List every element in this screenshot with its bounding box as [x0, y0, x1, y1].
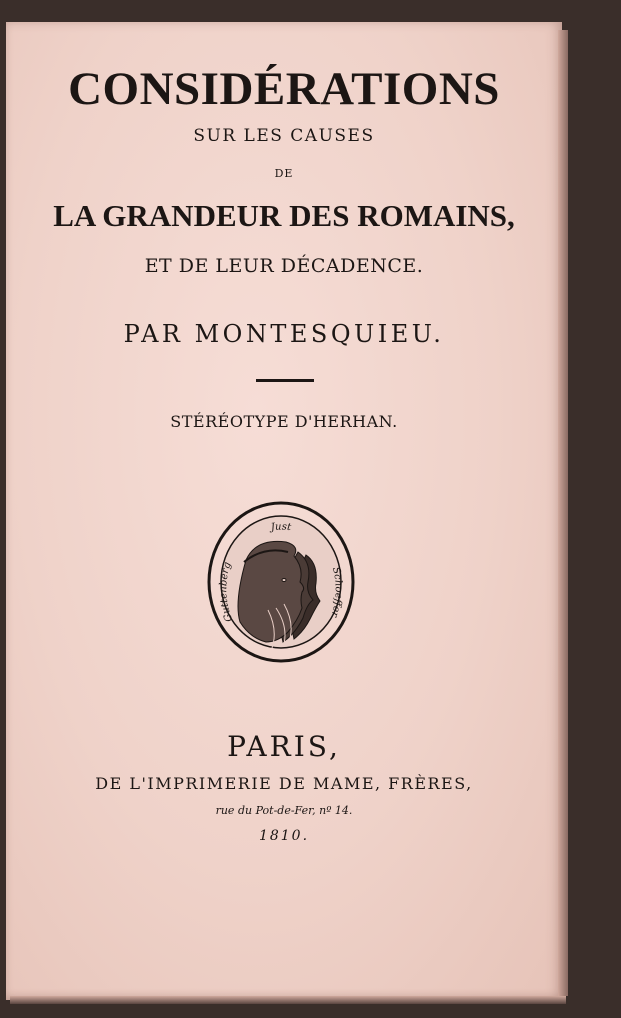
- divider-rule: [256, 379, 314, 382]
- title-page: [6, 22, 562, 1000]
- subtitle-end: ET DE LEUR DÉCADENCE.: [144, 255, 424, 277]
- main-title: CONSIDÉRATIONS: [68, 63, 500, 115]
- subtitle-main: LA GRANDEUR DES ROMAINS,: [53, 198, 515, 233]
- edition-line: STÉRÉOTYPE D'HERHAN.: [170, 412, 398, 431]
- author-line: PAR MONTESQUIEU.: [123, 320, 445, 348]
- medallion-top-name: Just: [270, 521, 292, 534]
- medallion-right-name: Schoeffer: [328, 565, 344, 619]
- imprint-city: PARIS,: [227, 730, 341, 763]
- subtitle-connector: DE: [274, 167, 294, 180]
- page-edge-right: [558, 30, 568, 996]
- imprint-address: rue du Pot-de-Fer, nº 14.: [215, 804, 353, 817]
- subtitle-line: SUR LES CAUSES: [193, 126, 375, 146]
- page-edge-bottom: [10, 996, 566, 1004]
- printers-medallion-emblem: [206, 500, 356, 665]
- imprint-printer: DE L'IMPRIMERIE DE MAME, FRÈRES,: [95, 774, 473, 793]
- medallion-left-name: Guttenberg: [218, 560, 236, 624]
- svg-text:Just: [268, 521, 293, 533]
- imprint-year: 1810.: [258, 828, 310, 844]
